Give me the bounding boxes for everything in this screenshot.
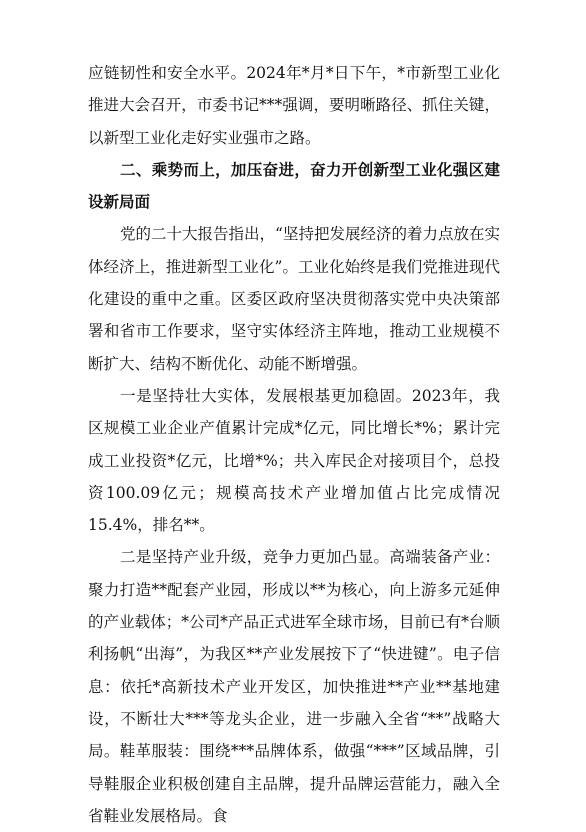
- paragraph-body: 二是坚持产业升级，竞争力更加凸显。高端装备产业：聚力打造**配套产业园，形成以**为核心，向上游多元延伸的产业载体；*公司*产品正式进军全球市场，目前已有*台顺利扬帆“出海”，为我区**产业发展按下了“快进键”。电子信息：依托*高新技术产业开发区，加快推进**产业**基地建设，不断壮大***等龙头企业，进一步融入全省“**”战略大局。鞋革服装：围绕***品牌体系，做强“***”区域品牌，引导鞋服企业积极创建自主品牌，提升品牌运营能力，融入全省鞋业发展格局。食: [88, 548, 500, 825]
- section-heading: 二、乘势而上，加压奋进，奋力开创新型工业化强区建设新局面: [88, 159, 500, 212]
- paragraph-body: 党的二十大报告指出，“坚持把发展经济的着力点放在实体经济上，推进新型工业化”。工业化始终是我们党推进现代化建设的重中之重。区委区政府坚决贯彻落实党中央决策部署和省市工作要求，坚守实体经济主阵地，推动工业规模不断扩大、结构不断优化、动能不断增强。: [88, 225, 500, 373]
- paragraph-continuation: 应链韧性和安全水平。2024年*月*日下午，*市新型工业化推进大会召开，市委书记***强调，要明晰路径、抓住关键，以新型工业化走好实业强市之路。: [88, 64, 500, 147]
- document-body: [88, 57, 500, 832]
- paragraph-body: 一是坚持壮大实体，发展根基更加稳固。2023年，我区规模工业企业产值累计完成*亿元，同比增长*%；累计完成工业投资*亿元，比增*%；共入库民企对接项目个，总投资100.09亿元；规模高技术产业增加值占比完成情况15.4%，排名**。: [88, 386, 500, 535]
